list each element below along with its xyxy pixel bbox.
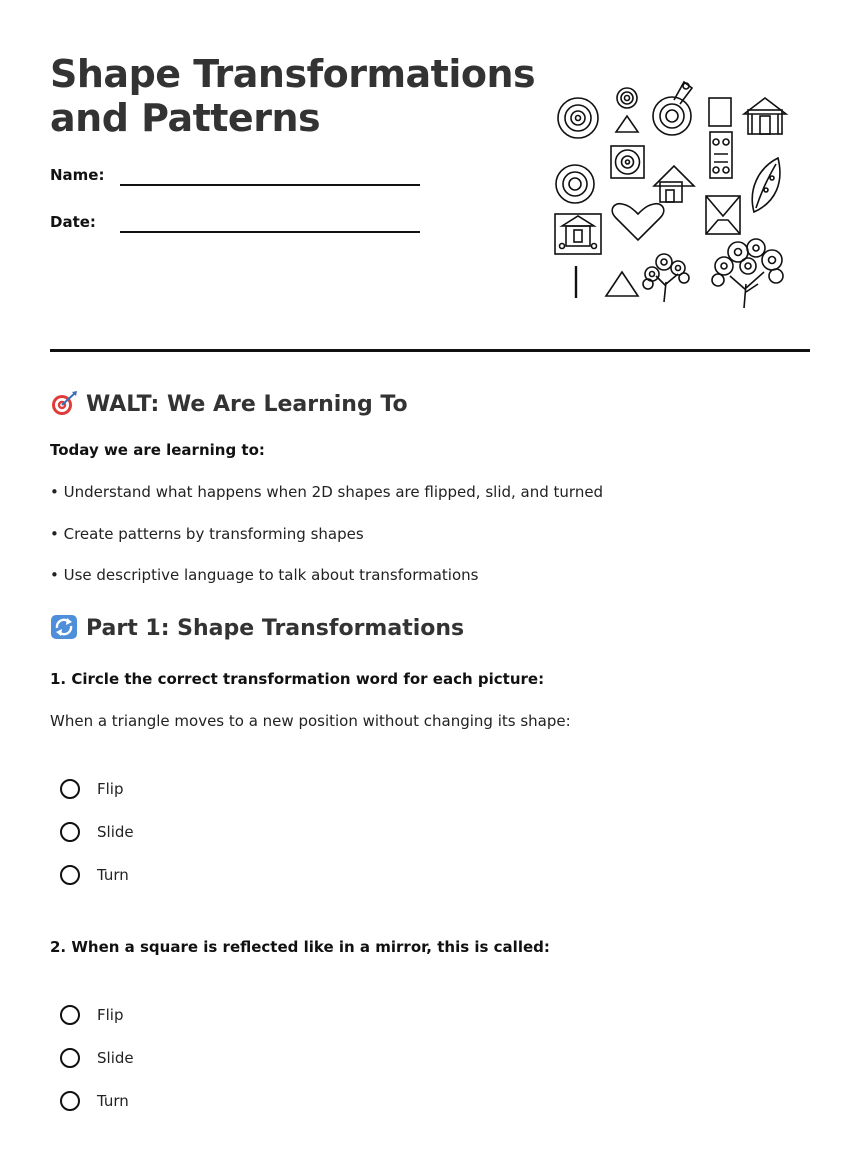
radio-circle[interactable] (60, 779, 80, 799)
q1-option-flip[interactable] (60, 776, 123, 802)
question-1-prompt: 1. Circle the correct transformation word for each picture: (50, 670, 545, 688)
meeting-house-icon (744, 98, 786, 134)
spiral-icon (556, 165, 594, 203)
walt-bullet-3: • Use descriptive language to talk about transformations (50, 566, 479, 584)
date-line[interactable] (120, 231, 420, 233)
tree-icon (712, 239, 783, 308)
header-divider (50, 349, 810, 352)
walt-bullet-1: • Understand what happens when 2D shapes are flipped, slid, and turned (50, 483, 604, 501)
spiral-icon (558, 98, 598, 138)
framed-house-icon (555, 214, 601, 254)
part1-heading-text: Part 1: Shape Transformations (86, 616, 465, 641)
koru-icon (653, 82, 692, 135)
walt-heading-text: WALT: We Are Learning To (86, 392, 408, 417)
repeat-arrows-icon (50, 614, 78, 640)
name-label: Name: (50, 166, 105, 184)
triangle-icon (606, 272, 638, 296)
walt-bullet-2: • Create patterns by transforming shapes (50, 525, 364, 543)
part1-heading (50, 614, 464, 641)
option-label: Slide (97, 823, 134, 841)
option-label: Turn (97, 866, 129, 884)
title-line-2: and Patterns (50, 96, 321, 140)
spiral-triangle-icon (616, 88, 638, 132)
radio-circle[interactable] (60, 1091, 80, 1111)
option-label: Slide (97, 1049, 134, 1067)
radio-circle[interactable] (60, 1048, 80, 1068)
walt-intro: Today we are learning to: (50, 441, 265, 459)
rectangle-icon (709, 98, 731, 126)
radio-circle[interactable] (60, 865, 80, 885)
option-label: Turn (97, 1092, 129, 1110)
framed-spiral-icon (611, 146, 644, 178)
date-label: Date: (50, 213, 96, 231)
heart-icon (612, 204, 664, 240)
q2-option-slide[interactable] (60, 1045, 134, 1071)
q1-option-turn[interactable] (60, 862, 129, 888)
date-field[interactable] (50, 213, 120, 231)
radio-circle[interactable] (60, 1005, 80, 1025)
question-2-prompt: 2. When a square is reflected like in a mirror, this is called: (50, 938, 550, 956)
question-1-text: When a triangle moves to a new position without changing its shape: (50, 712, 571, 730)
name-line[interactable] (120, 184, 420, 186)
q2-option-turn[interactable] (60, 1088, 129, 1114)
leaf-icon (752, 158, 780, 212)
option-label: Flip (97, 780, 124, 798)
page-title (50, 52, 535, 140)
walt-heading (50, 390, 408, 417)
q2-option-flip[interactable] (60, 1002, 123, 1028)
radio-circle[interactable] (60, 822, 80, 842)
q1-option-slide[interactable] (60, 819, 134, 845)
target-dart-icon (50, 390, 78, 416)
maori-pattern-collage-icon (552, 78, 792, 314)
tiki-icon (710, 132, 732, 178)
house-icon (654, 166, 694, 202)
name-field[interactable] (50, 166, 120, 184)
option-label: Flip (97, 1006, 124, 1024)
envelope-icon (706, 196, 740, 234)
tree-icon (643, 254, 689, 302)
title-line-1: Shape Transformations (50, 52, 536, 96)
